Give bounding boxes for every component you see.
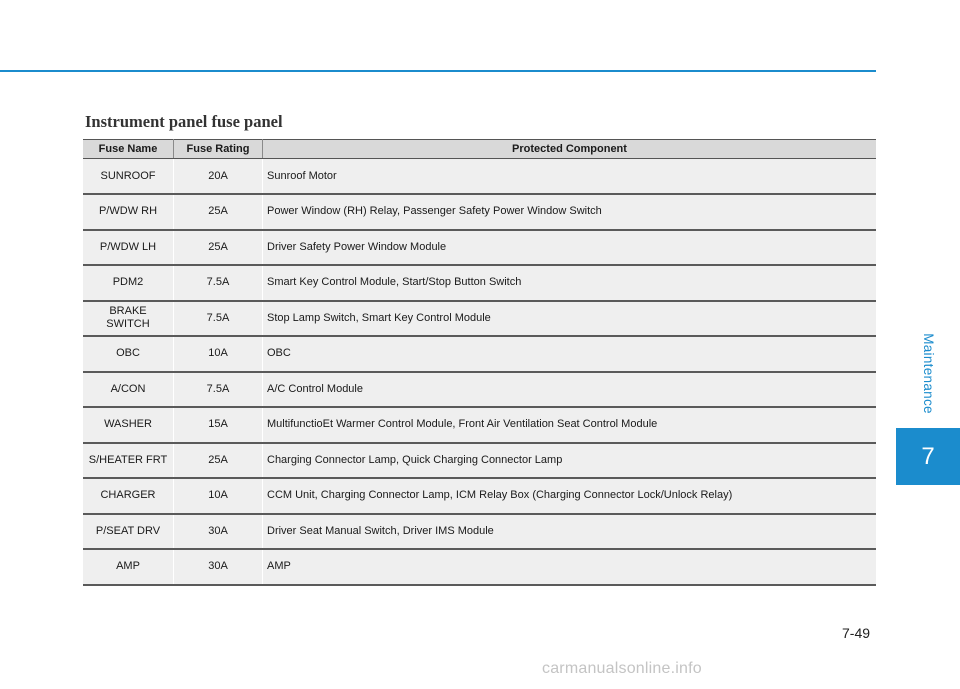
protected-component-cell: Power Window (RH) Relay, Passenger Safety Power Window Switch xyxy=(263,194,877,230)
table-row xyxy=(83,301,876,337)
fuse-name-cell: S/HEATER FRT xyxy=(83,443,174,479)
chapter-number-box xyxy=(896,428,960,485)
watermark: carmanualsonline.info xyxy=(542,660,702,677)
section-title: Instrument panel fuse panel xyxy=(85,112,283,131)
fuse-name-cell: P/WDW LH xyxy=(83,230,174,266)
fuse-rating-cell: 20A xyxy=(174,159,263,195)
fuse-rating-cell: 15A xyxy=(174,407,263,443)
fuse-rating-cell: 25A xyxy=(174,194,263,230)
fuse-rating-cell: 7.5A xyxy=(174,265,263,301)
column-header-protected-component: Protected Component xyxy=(263,140,877,159)
protected-component-cell: Charging Connector Lamp, Quick Charging Connector Lamp xyxy=(263,443,877,479)
fuse-name-cell: WASHER xyxy=(83,407,174,443)
table-row xyxy=(83,336,876,372)
chapter-label: Maintenance xyxy=(920,332,936,414)
table-row xyxy=(83,265,876,301)
chapter-label-box xyxy=(896,320,960,426)
protected-component-cell: OBC xyxy=(263,336,877,372)
fuse-table xyxy=(83,139,876,586)
fuse-rating-cell: 10A xyxy=(174,336,263,372)
fuse-name-cell: SUNROOF xyxy=(83,159,174,195)
column-header-fuse-name: Fuse Name xyxy=(83,140,174,159)
fuse-rating-cell: 30A xyxy=(174,549,263,585)
fuse-rating-cell: 7.5A xyxy=(174,372,263,408)
protected-component-cell: AMP xyxy=(263,549,877,585)
protected-component-cell: MultifunctioEt Warmer Control Module, Front Air Ventilation Seat Control Module xyxy=(263,407,877,443)
fuse-name-cell: P/SEAT DRV xyxy=(83,514,174,550)
protected-component-cell: A/C Control Module xyxy=(263,372,877,408)
fuse-rating-cell: 10A xyxy=(174,478,263,514)
table-row xyxy=(83,514,876,550)
fuse-rating-cell: 30A xyxy=(174,514,263,550)
chapter-number: 7 xyxy=(921,442,935,470)
fuse-name-cell: OBC xyxy=(83,336,174,372)
fuse-rating-cell: 7.5A xyxy=(174,301,263,337)
fuse-name-cell: AMP xyxy=(83,549,174,585)
table-row xyxy=(83,194,876,230)
table-row xyxy=(83,230,876,266)
chapter-side-tab xyxy=(896,320,960,485)
table-row xyxy=(83,159,876,195)
fuse-name-cell: BRAKE SWITCH xyxy=(83,301,174,337)
fuse-rating-cell: 25A xyxy=(174,230,263,266)
fuse-rating-cell: 25A xyxy=(174,443,263,479)
table-row xyxy=(83,478,876,514)
table-row xyxy=(83,549,876,585)
page-number: 7-49 xyxy=(842,625,871,641)
protected-component-cell: Stop Lamp Switch, Smart Key Control Module xyxy=(263,301,877,337)
fuse-name-cell: PDM2 xyxy=(83,265,174,301)
header-rule xyxy=(0,70,876,72)
fuse-name-cell: A/CON xyxy=(83,372,174,408)
table-row xyxy=(83,372,876,408)
protected-component-cell: Driver Safety Power Window Module xyxy=(263,230,877,266)
protected-component-cell: Driver Seat Manual Switch, Driver IMS Module xyxy=(263,514,877,550)
table-row xyxy=(83,443,876,479)
table-header-row xyxy=(83,140,876,159)
protected-component-cell: Smart Key Control Module, Start/Stop Button Switch xyxy=(263,265,877,301)
fuse-name-cell: CHARGER xyxy=(83,478,174,514)
fuse-name-cell: P/WDW RH xyxy=(83,194,174,230)
protected-component-cell: Sunroof Motor xyxy=(263,159,877,195)
table-row xyxy=(83,407,876,443)
protected-component-cell: CCM Unit, Charging Connector Lamp, ICM Relay Box (Charging Connector Lock/Unlock Relay) xyxy=(263,478,877,514)
column-header-fuse-rating: Fuse Rating xyxy=(174,140,263,159)
